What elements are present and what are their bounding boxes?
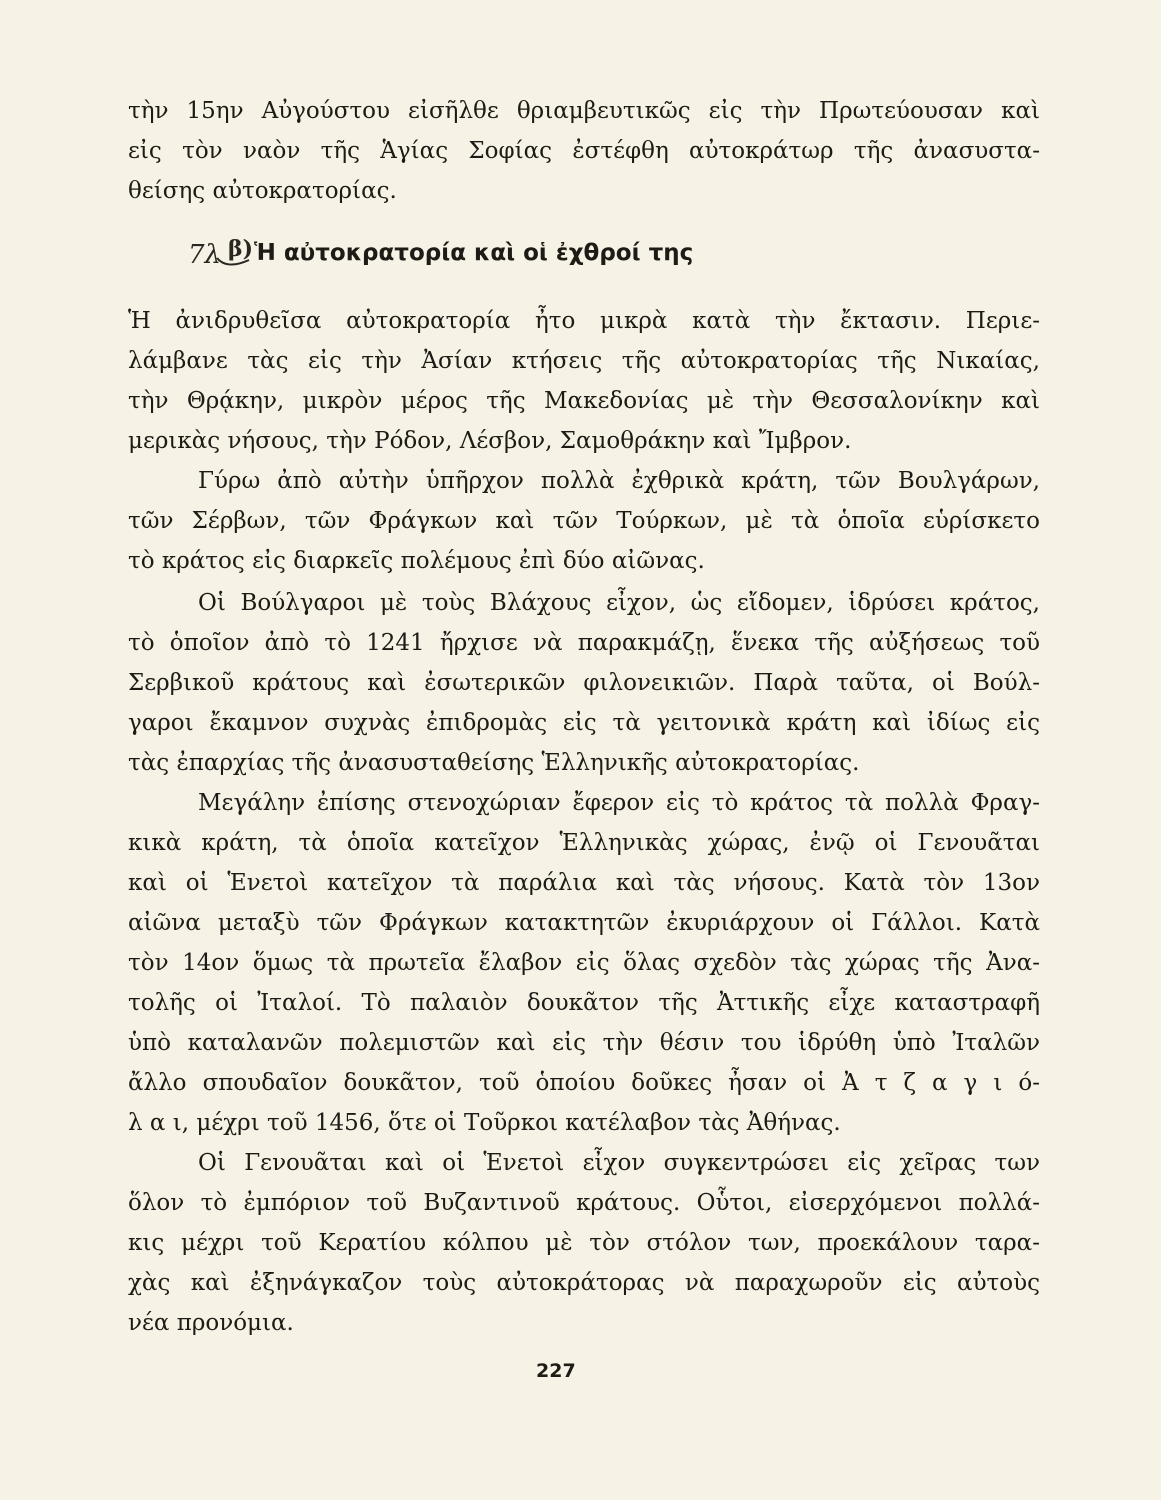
body-line: αἰῶνα μεταξὺ τῶν Φράγκων κατακτητῶν ἐκυριάρχουν οἱ Γάλλοι. Κατὰ [128, 910, 1040, 936]
margin-section-marker: β) [228, 236, 254, 262]
body-line: Οἱ Γενουᾶται καὶ οἱ Ἑνετοὶ εἶχον συγκεντρώσει εἰς χεῖρας των [198, 1150, 1040, 1176]
body-line: καὶ οἱ Ἑνετοὶ κατεῖχον τὰ παράλια καὶ τὰς νήσους. Κατὰ τὸν 13ον [128, 870, 1040, 896]
body-line: κικὰ κράτη, τὰ ὁποῖα κατεῖχον Ἑλληνικὰς χώρας, ἐνῷ οἱ Γενουᾶται [128, 830, 1040, 856]
intro-line: τὴν 15ην Αὐγούστου εἰσῆλθε θριαμβευτικῶς εἰς τὴν Πρωτεύουσαν καὶ [128, 98, 1040, 124]
body-line: τὰς ἐπαρχίας τῆς ἀνασυσταθείσης Ἑλληνικῆς αὐτοκρατορίας. [128, 750, 860, 776]
intro-line: εἰς τὸν ναὸν τῆς Ἁγίας Σοφίας ἐστέφθη αὐτοκράτωρ τῆς ἀνασυστα- [128, 138, 1040, 164]
body-line: ἄλλο σπουδαῖον δουκᾶτον, τοῦ ὁποίου δοῦκες ἦσαν οἱ Ἀ τ ζ α γ ι ό- [128, 1070, 1040, 1096]
body-line: ὑπὸ καταλανῶν πολεμιστῶν καὶ εἰς τὴν θέσιν του ἱδρύθη ὑπὸ Ἰταλῶν [128, 1030, 1040, 1056]
body-line: χὰς καὶ ἐξηνάγκαζον τοὺς αὐτοκράτορας νὰ παραχωροῦν εἰς αὐτοὺς [128, 1270, 1040, 1296]
intro-line: θείσης αὐτοκρατορίας. [128, 178, 397, 204]
body-line: Ἡ ἀνιδρυθεῖσα αὐτοκρατορία ἦτο μικρὰ κατὰ τὴν ἔκτασιν. Περιε- [128, 308, 1040, 334]
body-line: τῶν Σέρβων, τῶν Φράγκων καὶ τῶν Τούρκων, μὲ τὰ ὁποῖα εὑρίσκετο [128, 508, 1040, 534]
body-line: γαροι ἔκαμνον συχνὰς ἐπιδρομὰς εἰς τὰ γειτονικὰ κράτη καὶ ἰδίως εἰς [128, 710, 1040, 736]
body-line: Γύρω ἀπὸ αὐτὴν ὑπῆρχον πολλὰ ἐχθρικὰ κράτη, τῶν Βουλγάρων, [198, 468, 1040, 494]
margin-handwritten-number: 7λ [188, 240, 222, 270]
body-line: μερικὰς νήσους, τὴν Ρόδον, Λέσβον, Σαμοθράκην καὶ Ἴμβρον. [128, 428, 852, 454]
body-line: τὸ κράτος εἰς διαρκεῖς πολέμους ἐπὶ δύο αἰῶνας. [128, 548, 705, 574]
body-line: τὸ ὁποῖον ἀπὸ τὸ 1241 ἤρχισε νὰ παρακμάζῃ, ἕνεκα τῆς αὐξήσεως τοῦ [128, 630, 1040, 656]
body-line: τολῆς οἱ Ἰταλοί. Τὸ παλαιὸν δουκᾶτον τῆς Ἀττικῆς εἶχε καταστραφῆ [128, 990, 1040, 1016]
section-heading: Ἡ αὐτοκρατορία καὶ οἱ ἐχθροί της [254, 240, 694, 266]
body-line: λ α ι, μέχρι τοῦ 1456, ὅτε οἱ Τοῦρκοι κατέλαβον τὰς Ἀθήνας. [128, 1110, 841, 1136]
body-line: λάμβανε τὰς εἰς τὴν Ἀσίαν κτήσεις τῆς αὐτοκρατορίας τῆς Νικαίας, [128, 348, 1040, 374]
body-line: νέα προνόμια. [128, 1310, 294, 1336]
body-line: τὸν 14ον ὅμως τὰ πρωτεῖα ἔλαβον εἰς ὅλας σχεδὸν τὰς χώρας τῆς Ἀνα- [128, 950, 1040, 976]
page-number: 227 [536, 1360, 576, 1382]
body-line: Μεγάλην ἐπίσης στενοχώριαν ἔφερον εἰς τὸ κράτος τὰ πολλὰ Φραγ- [198, 790, 1040, 816]
body-line: τὴν Θρᾴκην, μικρὸν μέρος τῆς Μακεδονίας μὲ τὴν Θεσσαλονίκην καὶ [128, 388, 1040, 414]
body-line: κις μέχρι τοῦ Κερατίου κόλπου μὲ τὸν στόλον των, προεκάλουν ταρα- [128, 1230, 1040, 1256]
body-line: Οἱ Βούλγαροι μὲ τοὺς Βλάχους εἶχον, ὡς εἴδομεν, ἱδρύσει κράτος, [198, 590, 1040, 616]
body-line: Σερβικοῦ κράτους καὶ ἐσωτερικῶν φιλονεικιῶν. Παρὰ ταῦτα, οἱ Βούλ- [128, 670, 1040, 696]
body-line: ὅλον τὸ ἐμπόριον τοῦ Βυζαντινοῦ κράτους. Οὗτοι, εἰσερχόμενοι πολλά- [128, 1190, 1040, 1216]
